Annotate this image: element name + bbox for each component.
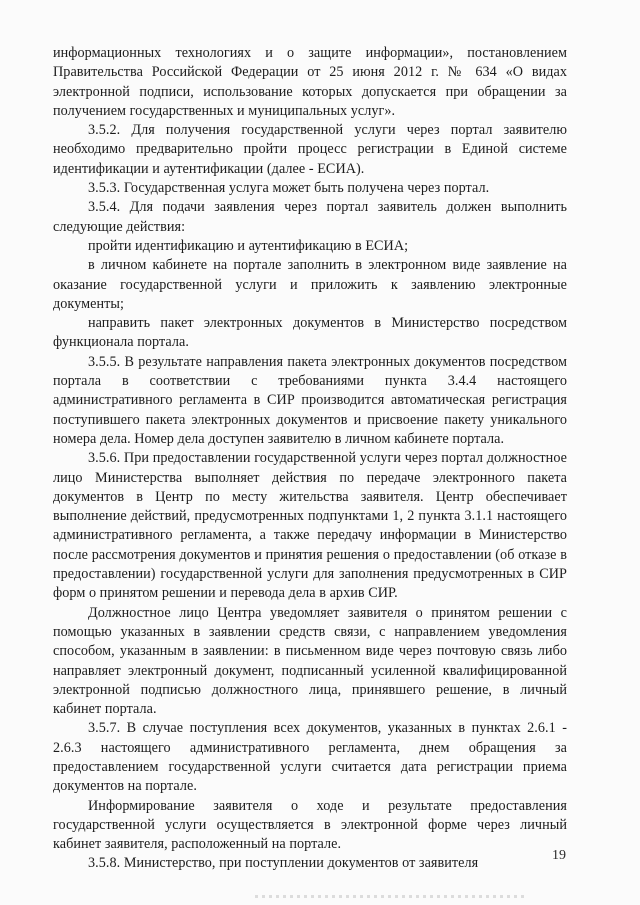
scan-artifact xyxy=(255,895,525,898)
paragraph: 3.5.2. Для получения государственной услуги через портал заявителю необходимо предварительно пройти процесс регистрации в Единой системе идентификации и аутентификации (далее - ЕСИА). xyxy=(53,122,567,177)
paragraph: Должностное лицо Центра уведомляет заявителя о принятом решении с помощью указанных в заявлении средств связи, с направлением уведомления способом, указанным в заявлении: в письменном виде через почтовую связь либо направляет электронный документ, подписанный усиленной квалифицированной электронной подписью должностного лица, принявшего решение, в личный кабинет портала. xyxy=(53,604,567,718)
document-body xyxy=(53,44,567,874)
page-number: 19 xyxy=(552,848,566,863)
paragraph: 3.5.4. Для подачи заявления через портал заявитель должен выполнить следующие действия: xyxy=(53,199,567,235)
paragraph: 3.5.5. В результате направления пакета электронных документов посредством портала в соответствии с требованиями пункта 3.4.4 настоящего административного регламента в СИР производится автоматическая регистрация поступившего пакета электронных документов и присвоение пакету уникального номера дела. Номер дела доступен заявителю в личном кабинете портала. xyxy=(53,353,567,447)
paragraph: 3.5.8. Министерство, при поступлении документов от заявителя xyxy=(88,855,479,872)
paragraph: направить пакет электронных документов в Министерство посредством функционала портала. xyxy=(53,315,567,351)
paragraph: информационных технологиях и о защите информации», постановлением Правительства Российской Федерации от 25 июня 2012 г. № 634 «О видах электронной подписи, использование которых допускается при обращении за получением государственных и муниципальных услуг». xyxy=(53,45,567,119)
paragraph: в личном кабинете на портале заполнить в электронном виде заявление на оказание государственной услуги и приложить к заявлению электронные документы; xyxy=(53,257,567,312)
paragraph: пройти идентификацию и аутентификацию в ЕСИА; xyxy=(88,237,409,254)
paragraph: Информирование заявителя о ходе и результате предоставления государственной услуги осуществляется в электронной форме через личный кабинет заявителя, расположенный на портале. xyxy=(53,797,567,853)
paragraph: 3.5.6. При предоставлении государственной услуги через портал должностное лицо Министерства выполняет действия по передаче электронного пакета документов в Центр по месту жительства заявителя. Центр обеспечивает выполнение действий, предусмотренных подпунктами 1, 2 пункта 3.1.1 настоящего административного регламента, а также передачу информации в Министерство после рассмотрения документов и принятия решения о предоставлении (об отказе в предоставлении) государственной услуги для заполнения предусмотренных в СИР форм о принятом решении и перевода дела в архив СИР. xyxy=(53,450,567,602)
paragraph: 3.5.3. Государственная услуга может быть получена через портал. xyxy=(88,180,490,197)
paragraph: 3.5.7. В случае поступления всех документов, указанных в пунктах 2.6.1 - 2.6.3 настоящего административного регламента, днем обращения за предоставлением государственной услуги считается дата регистрации приема документов на портале. xyxy=(53,720,567,795)
